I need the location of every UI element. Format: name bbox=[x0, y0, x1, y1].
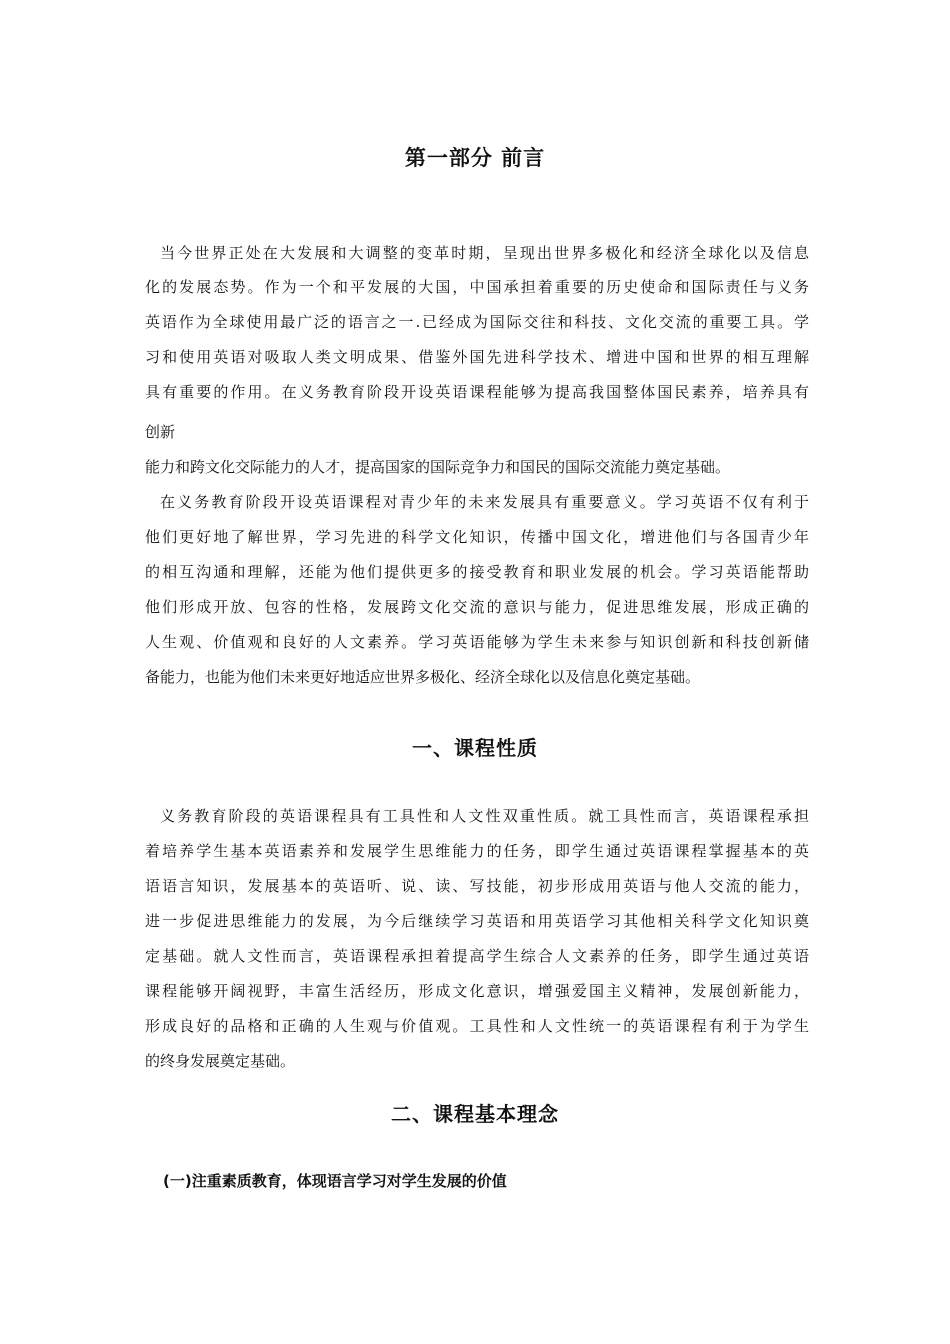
section1-line: 义务教育阶段的英语课程具有工具性和人文性双重性质。就工具性而言，英语课程承担 bbox=[160, 807, 809, 825]
preface-p2-line: 的相互沟通和理解，还能为他们提供更多的接受教育和职业发展的机会。学习英语能帮助 bbox=[145, 563, 809, 581]
section1-line: 着培养学生基本英语素养和发展学生思维能力的任务，即学生通过英语课程掌握基本的英 bbox=[145, 842, 809, 860]
section-heading: 一、课程性质 bbox=[412, 736, 538, 760]
subsection-heading: (一)注重素质教育，体现语言学习对学生发展的价值 bbox=[163, 1172, 507, 1190]
preface-p1-line: 当今世界正处在大发展和大调整的变革时期，呈现出世界多极化和经济全球化以及信息 bbox=[160, 244, 809, 262]
section1-line: 形成良好的品格和正确的人生观与价值观。工具性和人文性统一的英语课程有利于为学生 bbox=[145, 1017, 809, 1035]
preface-p2-line: 他们更好地了解世界，学习先进的科学文化知识，传播中国文化，增进他们与各国青少年 bbox=[145, 528, 809, 546]
preface-p1-line: 能力和跨文化交际能力的人才，提高国家的国际竞争力和国民的国际交流能力奠定基础。 bbox=[145, 458, 731, 476]
preface-p1-line: 创新 bbox=[145, 423, 176, 441]
section1-line: 语语言知识，发展基本的英语听、说、读、写技能，初步形成用英语与他人交流的能力， bbox=[145, 877, 809, 895]
preface-p2-line: 在义务教育阶段开设英语课程对青少年的未来发展具有重要意义。学习英语不仅有利于 bbox=[160, 493, 809, 511]
preface-p2-line: 他们形成开放、包容的性格，发展跨文化交流的意识与能力，促进思维发展，形成正确的 bbox=[145, 598, 809, 616]
page-title: 第一部分 前言 bbox=[404, 146, 546, 170]
section1-line: 定基础。就人文性而言，英语课程承担着提高学生综合人文素养的任务，即学生通过英语 bbox=[145, 947, 809, 965]
section1-line: 进一步促进思维能力的发展，为今后继续学习英语和用英语学习其他相关科学文化知识奠 bbox=[145, 912, 809, 930]
preface-p1-line: 英语作为全球使用最广泛的语言之一.已经成为国际交往和科技、文化交流的重要工具。学 bbox=[145, 313, 809, 331]
section1-line: 课程能够开阔视野，丰富生活经历，形成文化意识，增强爱国主义精神，发展创新能力， bbox=[145, 982, 809, 1000]
section-heading: 二、课程基本理念 bbox=[391, 1102, 559, 1126]
preface-p1-line: 化的发展态势。作为一个和平发展的大国，中国承担着重要的历史使命和国际责任与义务 bbox=[145, 278, 809, 296]
preface-p1-line: 习和使用英语对吸取人类文明成果、借鉴外国先进科学技术、增进中国和世界的相互理解 bbox=[145, 348, 809, 366]
preface-p2-line: 备能力，也能为他们未来更好地适应世界多极化、经济全球化以及信息化奠定基础。 bbox=[145, 668, 701, 686]
preface-p2-line: 人生观、价值观和良好的人文素养。学习英语能够为学生未来参与知识创新和科技创新储 bbox=[145, 633, 809, 651]
preface-p1-line: 具有重要的作用。在义务教育阶段开设英语课程能够为提高我国整体国民素养，培养具有 bbox=[145, 383, 809, 401]
section1-line: 的终身发展奠定基础。 bbox=[145, 1052, 296, 1070]
